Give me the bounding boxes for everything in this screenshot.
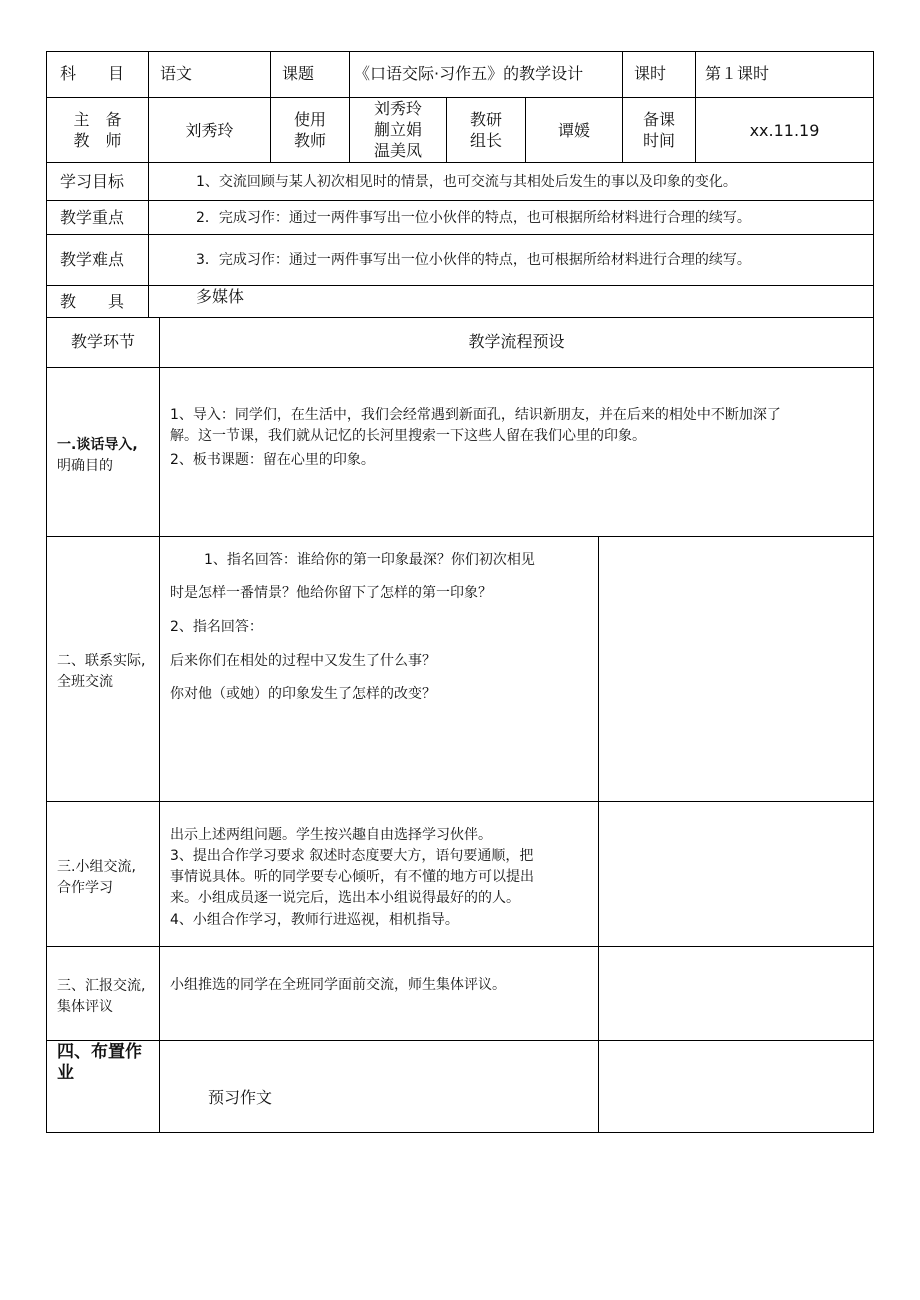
prep-teacher-label-1: 主 备 (73, 110, 122, 129)
vline (446, 97, 447, 163)
flow-line: 3、提出合作学习要求 叙述时态度要大方，语句要通顺，把 (170, 848, 534, 864)
vline (148, 162, 149, 318)
vline (46, 51, 47, 1133)
vline (873, 51, 874, 1133)
period-label: 课时 (634, 64, 667, 83)
stage-label-line: 明确目的 (57, 458, 113, 474)
vline (270, 51, 271, 98)
flow-line: 时是怎样一番情景？他给你留下了怎样的第一印象？ (170, 585, 492, 601)
user-name: 温美凤 (373, 141, 422, 160)
vline (148, 51, 149, 98)
flow-line: 事情说具体。听的同学要专心倾听，有不懂的地方可以提出 (170, 869, 534, 885)
flow-line: 解。这一节课，我们就从记忆的长河里搜索一下这些人留在我们心里的印象。 (170, 428, 646, 444)
vline (349, 51, 350, 98)
hline (46, 946, 874, 947)
hline (46, 162, 874, 163)
hline (46, 317, 874, 318)
tools-value: 多媒体 (196, 287, 245, 306)
stage-label-line: 一.谈话导入, (57, 437, 138, 453)
vline (598, 536, 599, 1133)
key-text: 2．完成习作：通过一两件事写出一位小伙伴的特点，也可根据所给材料进行合理的续写。 (196, 210, 751, 226)
hline (46, 536, 874, 537)
topic-value: 《口语交际·习作五》的教学设计 (354, 64, 584, 83)
user-name: 刘秀玲 (373, 99, 422, 118)
subject-label: 科 目 (60, 64, 125, 83)
users-label-1: 使用 (293, 110, 326, 129)
flow-line: 2、指名回答： (170, 619, 263, 635)
flow-line: 2、板书课题：留在心里的印象。 (170, 452, 375, 468)
users-label-2: 教师 (293, 131, 326, 150)
stage-label-line: 三.小组交流, (57, 859, 136, 875)
flow-line: 4、小组合作学习，教师行进巡视，相机指导。 (170, 912, 459, 928)
hline (46, 234, 874, 235)
stage-label-line: 全班交流 (57, 674, 113, 690)
stage-label-line: 业 (57, 1063, 74, 1083)
period-value: 第１课时 (705, 64, 770, 83)
prep-time-value: xx.11.19 (749, 121, 820, 140)
difficulty-label: 教学难点 (60, 250, 125, 269)
stage-label-line: 四、布置作 (57, 1042, 142, 1062)
goal-label: 学习目标 (60, 172, 125, 191)
flow-line: 来。小组成员逐一说完后，选出本小组说得最好的的人。 (170, 890, 520, 906)
hline (46, 200, 874, 201)
vline (695, 51, 696, 98)
flow-line: 1、导入：同学们，在生活中，我们会经常遇到新面孔，结识新朋友，并在后来的相处中不断加深了 (170, 407, 781, 423)
flow-line: 你对他（或她）的印象发生了怎样的改变？ (170, 686, 436, 702)
stage-label-line: 三、汇报交流, (57, 978, 146, 994)
key-label: 教学重点 (60, 208, 125, 227)
vline (622, 51, 623, 98)
goal-text: 1、交流回顾与某人初次相见时的情景，也可交流与其相处后发生的事以及印象的变化。 (196, 174, 737, 190)
flow-line: 预习作文 (208, 1088, 273, 1107)
difficulty-text: 3．完成习作：通过一两件事写出一位小伙伴的特点，也可根据所给材料进行合理的续写。 (196, 252, 751, 268)
leader-label-2: 组长 (469, 131, 502, 150)
hline (46, 367, 874, 368)
user-name: 蒯立娟 (373, 120, 422, 139)
hline (46, 1132, 874, 1133)
hline (46, 285, 874, 286)
flow-line: 1、指名回答：谁给你的第一印象最深？你们初次相见 (204, 552, 535, 568)
flow-line: 后来你们在相处的过程中又发生了什么事？ (170, 653, 436, 669)
flow-line: 小组推选的同学在全班同学面前交流，师生集体评议。 (170, 977, 506, 993)
topic-label: 课题 (282, 64, 315, 83)
prep-teacher-value: 刘秀玲 (185, 121, 234, 140)
prep-time-label-1: 备课 (642, 110, 675, 129)
stage-label-line: 二、联系实际, (57, 653, 146, 669)
hline (46, 1040, 874, 1041)
vline (270, 97, 271, 163)
stage-label-line: 合作学习 (57, 880, 113, 896)
prep-time-label-2: 时间 (642, 131, 675, 150)
hline (46, 97, 874, 98)
hline (46, 51, 874, 52)
stage-header: 教学环节 (70, 332, 135, 351)
prep-teacher-label-2: 教 师 (73, 131, 122, 150)
flow-line: 出示上述两组问题。学生按兴趣自由选择学习伙伴。 (170, 827, 492, 843)
vline (159, 317, 160, 1133)
flow-header: 教学流程预设 (468, 332, 565, 351)
leader-label-1: 教研 (469, 110, 502, 129)
hline (46, 801, 874, 802)
tools-label: 教 具 (60, 292, 125, 311)
leader-value: 谭媛 (557, 121, 590, 140)
subject-value: 语文 (160, 64, 193, 83)
stage-label-line: 集体评议 (57, 999, 113, 1015)
stage-label (57, 435, 138, 455)
vline (622, 97, 623, 163)
